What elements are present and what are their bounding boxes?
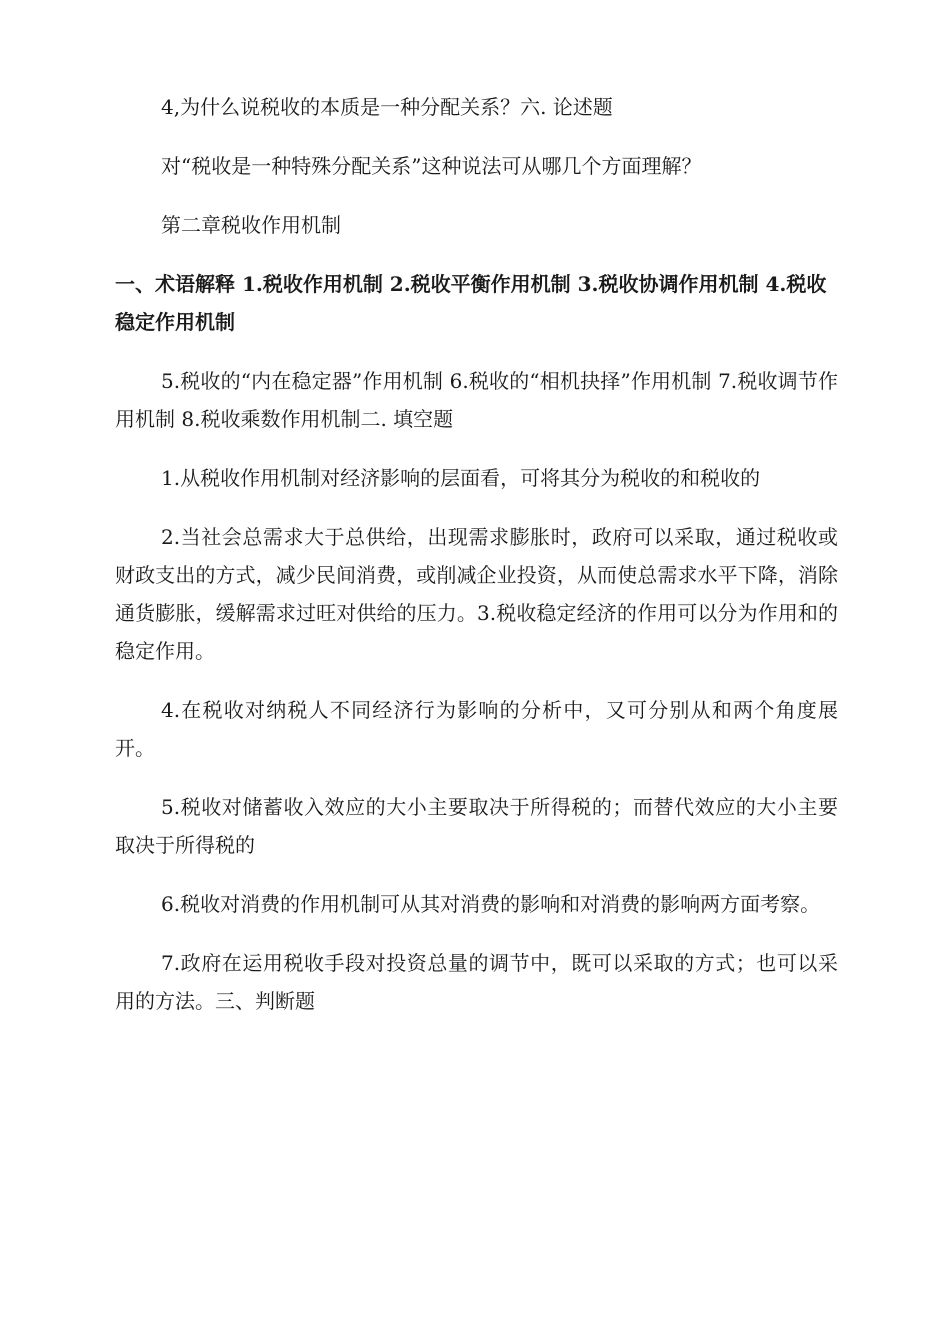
paragraph-fill-7: 7.政府在运用税收手段对投资总量的调节中，既可以采取的方式；也可以采用的方法。三、判断题 xyxy=(115,951,838,1013)
paragraph-fill-5: 5.税收对储蓄收入效应的大小主要取决于所得税的；而替代效应的大小主要取决于所得税的 xyxy=(115,795,838,857)
section-heading-terms: 一、术语解释 1.税收作用机制 2.税收平衡作用机制 3.税收协调作用机制 4.税收稳定作用机制 xyxy=(115,272,827,334)
paragraph-terms-continued: 5.税收的“内在稳定器”作用机制 6.税收的“相机抉择”作用机制 7.税收调节作用机制 8.税收乘数作用机制二. 填空题 xyxy=(115,369,838,431)
paragraph-question-4: 4,为什么说税收的本质是一种分配关系？六. 论述题 xyxy=(161,95,613,119)
chapter-title: 第二章税收作用机制 xyxy=(161,213,341,237)
paragraph-fill-1: 1.从税收作用机制对经济影响的层面看，可将其分为税收的和税收的 xyxy=(161,466,761,490)
paragraph-fill-4: 4.在税收对纳税人不同经济行为影响的分析中，又可分别从和两个角度展开。 xyxy=(115,698,838,760)
paragraph-fill-2-3: 2.当社会总需求大于总供给，出现需求膨胀时，政府可以采取，通过税收或财政支出的方式，减少民间消费，或削减企业投资，从而使总需求水平下降，消除通货膨胀，缓解需求过旺对供给的压力。3.税收稳定经济的作用可以分为作用和的稳定作用。 xyxy=(115,525,838,663)
paragraph-fill-6: 6.税收对消费的作用机制可从其对消费的影响和对消费的影响两方面考察。 xyxy=(161,892,821,916)
paragraph-essay-question: 对“税收是一种特殊分配关系”这种说法可从哪几个方面理解？ xyxy=(161,154,702,178)
